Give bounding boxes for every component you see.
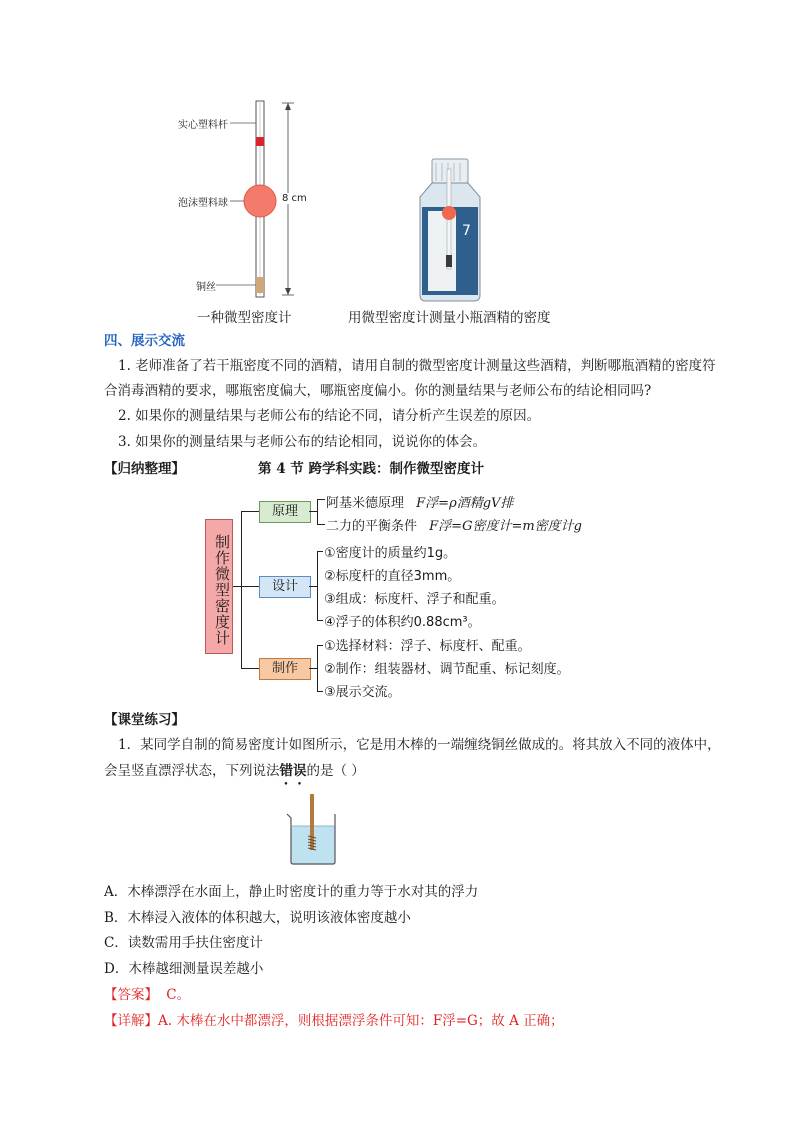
beaker-figure <box>285 792 345 867</box>
svg-text:7: 7 <box>462 223 471 239</box>
section4-heading: 四、展示交流 <box>104 333 185 349</box>
buoyancy-formula: F浮=ρ酒精gV排 <box>416 496 514 511</box>
mindmap-make: 制作 <box>259 658 311 680</box>
mindmap-principle: 原理 <box>259 501 311 523</box>
design-item: ①密度计的质量约1g。 <box>324 546 457 561</box>
practice-label: 【课堂练习】 <box>104 712 185 728</box>
answer-label: 【答案】 <box>104 987 158 1003</box>
mindmap-design: 设计 <box>259 576 311 598</box>
summary-label: 【归纳整理】 <box>104 461 185 477</box>
design-item: ④浮子的体积约0.88cm³。 <box>324 615 481 630</box>
make-items <box>324 635 570 704</box>
dimension-label: 8 cm <box>282 193 307 204</box>
design-item: ②标度杆的直径3mm。 <box>324 569 461 584</box>
question-3: 3. 如果你的测量结果与老师公布的结论相同，说说你的体会。 <box>118 434 487 450</box>
alcohol-bottle-image <box>410 155 490 303</box>
make-item: ③展示交流。 <box>324 685 401 700</box>
question-2: 2. 如果你的测量结果与老师公布的结论不同，请分析产生误差的原因。 <box>118 408 541 424</box>
option-c: C．读数需用手扶住密度计 <box>104 935 263 951</box>
principle-item-2: 二力的平衡条件 F浮=G密度计=m密度计g <box>326 519 582 534</box>
emphasis-wrong: 错误 <box>279 763 307 779</box>
figure1-caption: 一种微型密度计 <box>197 310 292 326</box>
wire-label: 铜丝 <box>196 282 216 293</box>
question-1-line1: 1. 老师准备了若干瓶密度不同的酒精，请用自制的微型密度计测量这些酒精，判断哪瓶酒精的密度符 <box>118 358 716 374</box>
question-1-line2: 合消毒酒精的要求，哪瓶密度偏大，哪瓶密度偏小。你的测量结果与老师公布的结论相同吗? <box>104 383 652 399</box>
summary-title: 第 4 节 跨学科实践：制作微型密度计 <box>258 461 484 477</box>
make-item: ①选择材料：浮子、标度杆、配重。 <box>324 639 531 654</box>
design-item: ③组成：标度杆、浮子和配重。 <box>324 592 505 607</box>
detail-label: 【详解】 <box>104 1013 158 1029</box>
design-items <box>324 542 505 634</box>
practice-question-line2: 会呈竖直漂浮状态，下列说法错误的是（ ） <box>104 763 365 779</box>
answer-value: C。 <box>166 987 191 1003</box>
ball-label: 泡沫塑料球 <box>178 198 228 209</box>
answer <box>104 985 190 1005</box>
foam-ball <box>244 185 276 217</box>
copper-wire <box>256 277 264 293</box>
rod-label: 实心塑料杆 <box>178 120 228 131</box>
detail-text: A. 木棒在水中都漂浮，则根据漂浮条件可知：F浮=G；故 A 正确； <box>158 1013 564 1029</box>
practice-question-line1: 1．某同学自制的简易密度计如图所示，它是用木棒的一端缠绕铜丝做成的。将其放入不同的液体中， <box>118 737 721 753</box>
red-marker <box>256 137 264 146</box>
option-d: D．木棒越细测量误差越小 <box>104 961 264 977</box>
option-a: A．木棒漂浮在水面上，静止时密度计的重力等于水对其的浮力 <box>104 884 479 900</box>
wooden-stick <box>310 794 314 850</box>
make-item: ②制作：组装器材、调节配重、标记刻度。 <box>324 662 570 677</box>
mindmap-root: 制作微型密度计 <box>205 519 233 654</box>
figure2-caption: 用微型密度计测量小瓶酒精的密度 <box>348 310 551 326</box>
detail <box>104 1011 564 1031</box>
balance-formula: F浮=G密度计=m密度计g <box>429 519 582 534</box>
option-b: B．木棒浸入液体的体积越大，说明该液体密度越小 <box>104 910 411 926</box>
principle-item-1: 阿基米德原理 F浮=ρ酒精gV排 <box>326 496 514 511</box>
